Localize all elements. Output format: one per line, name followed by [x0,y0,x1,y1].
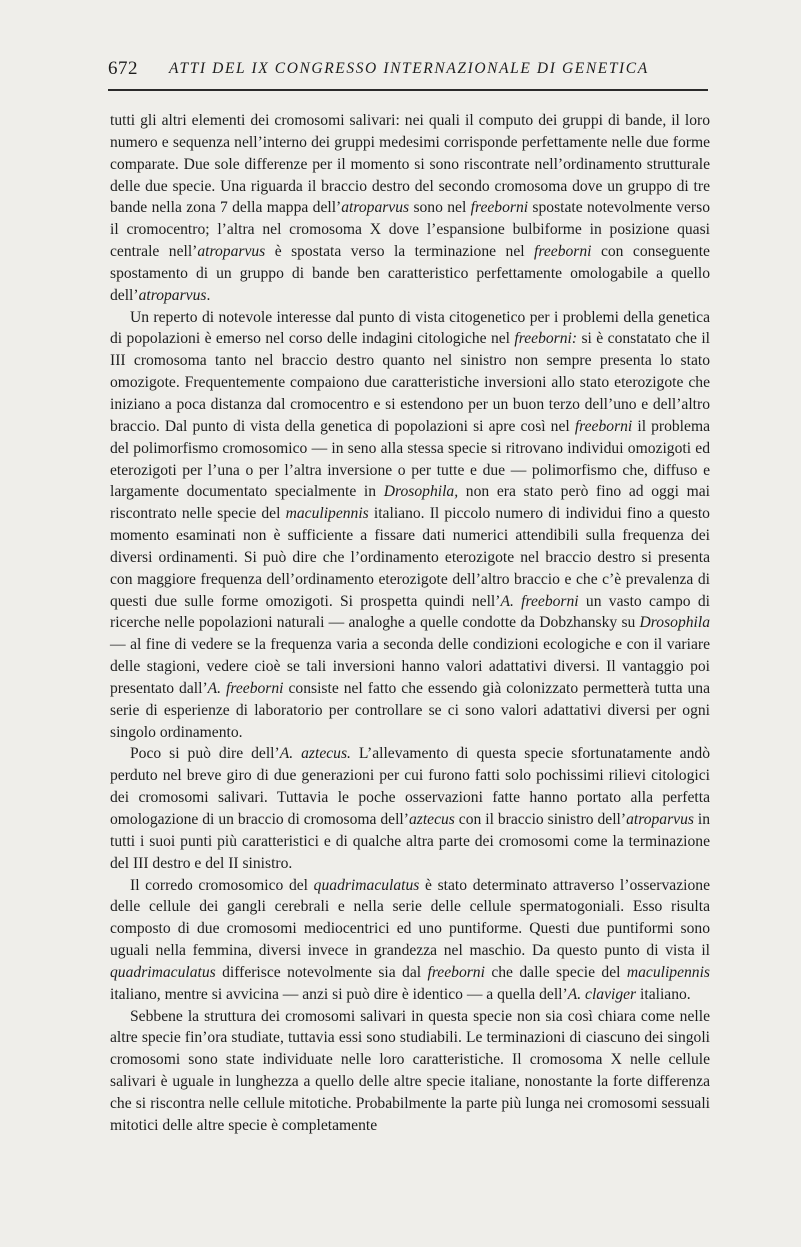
italic-term: quadrimaculatus [313,876,420,894]
italic-term: freeborni [427,963,485,981]
text-run: italiano. [636,985,691,1003]
text-run: Poco si può dire dell’ [130,745,280,763]
text-run: L’allevamento di questa specie sfortunatamente andò perduto nel breve giro di due generazioni per cui furono fatti solo pochissimi rilievi citologici dei cromosomi salivari. Tuttavia le poche osservazioni fatte hanno portato alla perfetta omologazione di un braccio di cromosoma dell’ [110,745,710,828]
italic-term: A. aztecus. [279,745,351,763]
italic-term: Drosophila, [383,483,459,501]
italic-term: A. freeborni [207,679,284,697]
italic-term: A. claviger [567,985,637,1003]
text-run: — al fine di vedere se la frequenza varia a seconda delle condizioni ecologiche e con il variare delle stagioni, vedere cioè se tali inversioni hanno valori adattativi diversi. Il vantaggio poi presentato dall’ [110,636,710,697]
italic-term: maculipennis [285,505,369,523]
paragraph [110,1006,710,1137]
header-rule [108,89,708,91]
text-run: Il corredo cromosomico del [130,876,314,894]
italic-term: maculipennis [626,963,710,981]
italic-term: atroparvus [197,243,266,261]
text-run: . [206,286,211,304]
running-title: ATTI DEL IX CONGRESSO INTERNAZIONALE DI GENETICA [169,60,649,77]
italic-term: atroparvus [138,286,207,304]
text-run: Sebbene la struttura dei cromosomi salivari in questa specie non sia così chiara come nelle altre specie fin’ora studiate, tuttavia essi sono studiabili. Le terminazioni di ciascuno dei singoli cromosomi sono state individuate nelle loro caratteristiche. Il cromosoma X nelle cellule salivari è uguale in lunghezza a quello delle altre specie italiane, nonostante la forte differenza che si riscontra nelle cellule mitotiche. Probabilmente la parte più lunga nei cromosomi sessuali mitotici delle altre specie è completamente [110,1007,710,1134]
text-run: non era stato però fino ad oggi mai riscontrato nelle specie del [110,483,710,523]
text-run: in tutti i suoi punti più caratteristici e di qualche altra parte dei cromosomi come la terminazione del III destro e del II sinistro. [110,811,711,872]
text-run: differisce notevolmente sia dal [215,963,428,981]
text-run: con conseguente spostamento di un gruppo di bande ben caratteristico perfettamente omologabile a quello dell’ [110,243,710,304]
italic-term: freeborni [534,243,592,261]
italic-term: freeborni [470,199,529,217]
page-header [108,56,708,86]
text-run: con il braccio sinistro dell’ [454,811,627,828]
italic-term: aztecus [408,811,455,828]
text-run: è spostata verso la terminazione nel [265,243,535,261]
italic-term: atroparvus [626,811,694,828]
text-run: si è constatato che il III cromosoma tanto nel braccio destro quanto nel sinistro non sempre presenta lo stato omozigote. Frequentemente compaiono due caratteristiche inversioni allo stato eterozigote che iniziano a poca distanza dal cromocentro e si estendono per un buon terzo dell’uno e dell’altro braccio. Dal punto di vista della genetica di popolazioni si apre così nel [110,330,710,435]
text-run: consiste nel fatto che essendo già colonizzato permetterà tutta una serie di esperienze di laboratorio per controllare se ci sono valori adattativi diversi per ogni singolo ordinamento. [110,679,711,741]
italic-term: quadrimaculatus [110,963,216,981]
paragraph [110,743,710,874]
paragraph [110,307,710,744]
text-run: Un reperto di notevole interesse dal punto di vista citogenetico per i problemi della genetica di popolazioni è emerso nel corso delle indagini citologiche nel [110,308,710,348]
text-run: un vasto campo di ricerche nelle popolazioni naturali — analoghe a quelle condotte da Dobzhansky su [110,592,710,632]
page-number: 672 [108,58,138,79]
text-run: è stato determinato attraverso l’osservazione delle cellule dei gangli cerebrali e nella serie delle cellule spermatogoniali. Esso risulta composto di due cromosomi mediocentrici ed uno puntiforme. Questi due puntiformi sono uguali nella femmina, diversi invece in grandezza nel maschio. Da questo punto di vista il [110,876,710,960]
text-run: italiano, mentre si avvicina — anzi si può dire è identico — a quella dell’ [110,985,568,1003]
italic-term: A. freeborni [500,592,579,610]
text-run: sono nel [409,199,471,217]
text-run: spostate notevolmente verso il cromocentro; l’altra nel cromosoma X dove l’espansione bulbiforme in posizione quasi centrale nell’ [110,199,710,261]
italic-term: freeborni [574,417,633,435]
italic-term: atroparvus [341,199,410,217]
text-run: che dalle specie del [484,963,627,981]
paragraph [110,110,710,307]
text-run: italiano. Il piccolo numero di individui fino a questo momento esaminati non è sufficiente a fissare dati numerici attendibili sulla frequenza dei diversi ordinamenti. Si può dire che l’ordinamento eterozigote nel braccio destro si presenta con maggiore frequenza dell’ordinamento eterozigote dell’altro braccio e che c’è prevalenza di questi due sulle forme omozigoti. Si prospetta quindi nell’ [110,505,710,610]
paragraph [110,875,710,1006]
text-run: il problema del polimorfismo cromosomico — in seno alla stessa specie si ritrovano individui omozigoti ed eterozigoti per l’una o per l’altra inversione o per tutte e due — polimorfismo che, diffuso e largamente documentato specialmente in [110,417,710,501]
body-text [110,110,710,1137]
italic-term: Drosophila [639,614,710,632]
italic-term: freeborni: [514,330,578,348]
text-run: tutti gli altri elementi dei cromosomi salivari: nei quali il computo dei gruppi di bande, il loro numero e sequenza nell’interno dei gruppi medesimi corrisponde perfettamente nelle due forme comparate. Due sole differenze per il momento si sono riscontrate nell’ordinamento strutturale delle due specie. Una riguarda il braccio destro del secondo cromosoma dove un gruppo di tre bande nella zona 7 della mappa dell’ [110,112,710,217]
